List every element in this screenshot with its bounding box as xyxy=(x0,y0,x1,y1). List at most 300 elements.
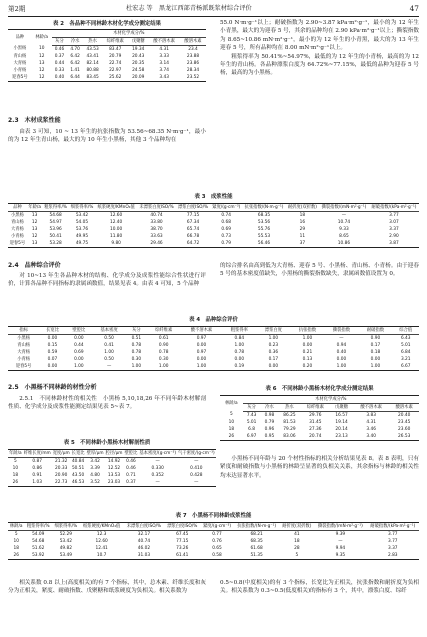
table-cell: 10.7 xyxy=(96,552,107,558)
table7-col-2: 细浆得率/% xyxy=(52,523,80,531)
table-cell: 25.62 xyxy=(109,74,122,80)
table-cell: 13 xyxy=(39,60,45,66)
table-cell: 3.77 xyxy=(389,212,399,218)
table2-body xyxy=(8,46,206,82)
table-cell: 40.74 xyxy=(137,538,151,544)
table5-col-0: 年龄/a xyxy=(9,450,22,456)
table-cell: 0.79 xyxy=(221,240,231,246)
table7-col-9: 撕裂指数/(mN·m²·g⁻¹) xyxy=(314,523,366,531)
table-cell: 20.79 xyxy=(109,53,122,59)
table-cell: 68.35 xyxy=(250,538,263,544)
table-row xyxy=(8,53,206,60)
table4-caption: 表 4 品种综合评价 xyxy=(189,317,238,323)
table-cell: 0.30 xyxy=(131,356,142,362)
table-cell: 1.03 xyxy=(32,479,42,485)
table2-col-7: 酸不溶木素 xyxy=(148,38,180,46)
table5-col-4: 壁厚/μm xyxy=(86,450,104,456)
table-row xyxy=(220,419,419,426)
table-cell: 0.00 xyxy=(268,363,279,369)
table-cell: 20.09 xyxy=(132,74,145,80)
section-2-5-body xyxy=(8,395,206,412)
table-cell: 0.00 xyxy=(74,356,84,362)
table-cell: 20.14 xyxy=(335,426,348,432)
table-cell: 77.15 xyxy=(186,212,200,218)
table-cell: 19.34 xyxy=(132,46,145,52)
table-cell: 0.07 xyxy=(47,356,58,362)
table-cell: 大青杨 xyxy=(10,226,24,232)
table4 xyxy=(8,326,419,371)
table-cell: 0.95 xyxy=(264,433,275,439)
table-cell: 3.87 xyxy=(389,240,399,246)
table-cell: 0.68 xyxy=(221,219,231,225)
section-2-3-title: 2.3 木材成浆性能 xyxy=(8,117,61,124)
table-row xyxy=(8,545,419,552)
right-column-mid xyxy=(220,262,419,279)
table6-col-7: 酸溶木素 xyxy=(389,404,419,412)
table-cell: 0.44 xyxy=(54,60,65,66)
table-cell: 3.83 xyxy=(366,412,376,418)
table-row xyxy=(8,472,216,479)
table-cell: 46.53 xyxy=(71,479,85,485)
table-cell: 5 xyxy=(229,412,233,418)
table2-col-6: 戊聚糖 xyxy=(128,38,148,46)
table-cell: 0.17 xyxy=(370,342,381,348)
table-cell: 0.90 xyxy=(158,342,169,348)
table-cell: 0.00 xyxy=(74,335,84,341)
table-cell: 5 xyxy=(13,458,17,464)
table7-header xyxy=(8,523,419,531)
table-cell: 5.01 xyxy=(246,419,257,425)
table-cell: 0.00 xyxy=(370,356,381,362)
table-cell: 28 xyxy=(294,545,300,551)
table-cell: 2.83 xyxy=(387,552,398,558)
table-row xyxy=(8,226,419,233)
table-cell: 9.35 xyxy=(335,552,346,558)
table7-col-3: 纸浆硬度/KMnO₄值 xyxy=(80,523,124,531)
table-cell: 83.47 xyxy=(109,46,122,52)
table-cell: 0.46 xyxy=(54,46,65,52)
section-2-4-text: 对 10~13 年生各品种木材的结构、化学成分及成浆性能综合性状进行评价，计算各品种不同指标的隶属函数值，结果见表 4。由表 4 可知，5 个品种 xyxy=(8,273,206,288)
table-cell: 33.63 xyxy=(150,233,163,239)
table-cell: 9.39 xyxy=(335,531,346,537)
table-cell: 55.76 xyxy=(257,226,271,232)
table-cell: 61.68 xyxy=(250,545,263,551)
table-cell: 0.61 xyxy=(158,335,169,341)
table-cell: 53.96 xyxy=(49,226,62,232)
table-cell: 40.74 xyxy=(150,212,163,218)
table2-caption: 表 2 各品种不同林龄木材化学成分测定结果 xyxy=(52,21,162,27)
table-cell: 33.80 xyxy=(150,219,163,225)
table7-col-6: 紧度/(g·cm⁻³) xyxy=(200,523,234,531)
table-cell: 67.45 xyxy=(176,531,189,537)
table-cell: 12.60 xyxy=(95,538,108,544)
table-cell: 13 xyxy=(31,212,38,218)
table-cell: 56.46 xyxy=(257,240,271,246)
table-cell: 3.37 xyxy=(387,545,398,551)
running-header xyxy=(8,4,419,17)
right-column-low xyxy=(220,455,419,480)
table-cell: 小青杨 xyxy=(10,233,24,239)
table-cell: 6.84 xyxy=(400,349,411,355)
table-cell: 3.77 xyxy=(387,531,398,537)
table-cell: 20.33 xyxy=(55,465,68,471)
table-cell: 50.41 xyxy=(49,233,62,239)
table-cell: 10.86 xyxy=(337,240,351,246)
table4-col-4: 灰分 xyxy=(126,327,147,335)
table-cell: 0.15 xyxy=(47,342,58,348)
table-cell: 83.06 xyxy=(283,433,296,439)
table6-group-header: 木材化学成分/% xyxy=(243,396,419,404)
table3-col-4: 纸浆硬度/KMnO₄值 xyxy=(95,204,137,212)
table-cell: 53.28 xyxy=(49,240,62,246)
table-row xyxy=(220,426,419,433)
table6-col-1: 灰分 xyxy=(243,404,261,412)
table-cell: 0.330 xyxy=(151,465,164,471)
table-cell: 21.32 xyxy=(55,458,68,464)
table-cell: 41 xyxy=(294,531,300,537)
table-cell: 0.78 xyxy=(131,342,142,348)
table-cell: 20.43 xyxy=(132,53,145,59)
table-cell: 1.41 xyxy=(70,67,80,73)
table-row xyxy=(8,356,419,363)
table-cell: 1.00 xyxy=(131,363,142,369)
table-row xyxy=(8,46,206,54)
table-cell: 23.86 xyxy=(186,60,200,66)
table-cell: 23.4 xyxy=(188,46,198,52)
table3-col-1: 年龄/a xyxy=(28,204,41,210)
table7-body xyxy=(8,531,419,560)
table-cell: 6.97 xyxy=(246,433,257,439)
table-cell: 0.00 xyxy=(47,363,58,369)
table-cell: 28.34 xyxy=(186,67,200,73)
table-cell: 9.94 xyxy=(335,545,346,551)
table-cell: 0.86 xyxy=(32,465,42,471)
table-cell: 青山杨 xyxy=(17,342,31,348)
table-cell: 13.53 xyxy=(107,472,121,478)
table-cell: 0.78 xyxy=(158,349,169,355)
table6-col-6: 酸不溶木素 xyxy=(353,404,389,412)
table-row xyxy=(8,342,419,349)
right-top-text2: 粗浆得率为 50.41%~54.97%，最低的为 12 年生的小青杨，最高的为 12 年生的青山杨。各品种漂浆白度为 64.72%~77.15%，最低的品种为迎春 5 号杨，最高的为小黑杨。 xyxy=(220,53,419,77)
table5-col-1: 纤维长度/mm xyxy=(23,450,51,456)
table-row xyxy=(220,433,419,441)
table-cell: 0.71 xyxy=(126,472,136,478)
table5-header xyxy=(8,450,216,458)
table-cell: — xyxy=(106,363,112,369)
table-cell: 0.19 xyxy=(234,363,245,369)
table-cell: 52.29 xyxy=(59,531,73,537)
table-cell: 0.00 xyxy=(47,335,58,341)
table-cell: 20.74 xyxy=(309,433,322,439)
table-cell: 37 xyxy=(299,240,306,246)
table-cell: 0.00 xyxy=(302,342,313,348)
table-cell: 1.00 xyxy=(196,363,207,369)
bottom-left-text: 相关系数 0.8 以上(高度相关)的有 7 个指标，其中，总木素、纤维长度和灰分为正相关，紧度、耐破指数、戊聚糖和纸浆硬度为负相关。相关系数为 xyxy=(8,580,206,595)
table-cell: 18 xyxy=(294,538,300,544)
table-cell: 迎春5号 xyxy=(9,240,26,246)
table6-caption: 表 6 不同林龄小黑杨木材化学成分测定结果 xyxy=(265,386,374,392)
table2-col-1: 林龄/a xyxy=(35,34,49,40)
table3-col-8: 抗张指数/(N·m·g⁻¹) xyxy=(242,204,286,212)
table-cell: 0.36 xyxy=(268,349,279,355)
table7-col-7: 抗张指数/(N·m·g⁻¹) xyxy=(234,523,280,531)
table-cell: 5.01 xyxy=(400,342,411,348)
table7-col-5: 漂浆白度ISO/% xyxy=(164,523,200,531)
table4-body xyxy=(8,335,419,371)
table-cell: 53.49 xyxy=(59,552,73,558)
table-cell: 3.74 xyxy=(159,67,169,73)
table-row xyxy=(8,233,419,240)
table-cell: 2.90 xyxy=(389,233,399,239)
table-cell: 0.37 xyxy=(54,53,65,59)
table-row xyxy=(8,538,419,545)
table-cell: 32.17 xyxy=(137,531,151,537)
table3-header xyxy=(8,204,419,212)
table4-col-12: 综合值 xyxy=(392,327,419,335)
table-cell: 0.77 xyxy=(212,531,222,537)
table7 xyxy=(8,522,419,560)
table4-col-7: 粗浆得率 xyxy=(222,327,256,335)
table-cell: 16 xyxy=(299,219,306,225)
table-cell: 0.96 xyxy=(264,426,275,432)
table-cell: 青山杨 xyxy=(13,53,27,59)
table-cell: 0.46 xyxy=(126,458,136,464)
table-row xyxy=(8,67,206,74)
table-cell: 53.42 xyxy=(75,212,89,218)
table-cell: 43.50 xyxy=(71,472,85,478)
table-cell: 0.73 xyxy=(221,233,231,239)
table2-col-5: 综纤维素 xyxy=(102,38,128,46)
table-cell: 20.35 xyxy=(132,60,145,66)
table-cell: 51.62 xyxy=(32,545,45,551)
table-cell: 0.97 xyxy=(196,335,207,341)
table-cell: 40.84 xyxy=(71,458,85,464)
table-cell: 26.53 xyxy=(398,433,411,439)
table-cell: 23.45 xyxy=(398,419,411,425)
bottom-left xyxy=(8,579,206,596)
table-cell: 0.20 xyxy=(302,363,313,369)
table-cell: 14.92 xyxy=(107,458,121,464)
table-cell: 73.26 xyxy=(176,545,189,551)
table-cell: 5 xyxy=(14,531,18,537)
table5-col-8: 气干密度/(g·cm⁻³) xyxy=(178,450,215,456)
table4-col-11: 耐破指数 xyxy=(358,327,392,335)
table-cell: 12 xyxy=(31,219,38,225)
table-cell: 18 xyxy=(299,212,306,218)
table-cell: 0.69 xyxy=(74,349,84,355)
authors-title: 杜宏志 等 黑龙江西部青杨派既浆材综合评价 xyxy=(126,5,252,12)
table6 xyxy=(220,395,419,441)
section-2-5-title: 2.5 小黑杨不同林龄的材性分析 xyxy=(8,384,97,391)
table2-col-2: 灰分 xyxy=(52,38,68,46)
table-cell: 22.97 xyxy=(109,67,122,73)
table-cell: 3.46 xyxy=(366,426,376,432)
section-2-4-title: 2.4 品种综合评价 xyxy=(8,262,61,269)
table-cell: 29 xyxy=(299,226,306,232)
table-cell: 3.21 xyxy=(400,356,411,362)
table7-col-0: 林龄/a xyxy=(9,523,23,529)
table-cell: 0.79 xyxy=(264,419,275,425)
table-cell: — xyxy=(339,335,344,341)
table-cell: 0.98 xyxy=(264,412,275,418)
table3-body xyxy=(8,212,419,248)
table5-body xyxy=(8,458,216,487)
table-cell: 0.58 xyxy=(212,552,222,558)
table2-col-0: 品种 xyxy=(15,34,25,40)
table-cell: 0.69 xyxy=(221,226,231,232)
right-column-top xyxy=(220,19,419,78)
table6-col-4: 综纤维素 xyxy=(300,404,330,412)
table7-col-8: 耐折度(双折数) xyxy=(279,523,314,531)
table7-col-1: 粗浆得率/% xyxy=(24,523,52,531)
table-cell: 0.78 xyxy=(234,349,245,355)
table6-col-3: 热水 xyxy=(278,404,300,412)
table-row xyxy=(8,479,216,487)
table-cell: 1.00 xyxy=(336,363,347,369)
table-cell: 54.68 xyxy=(49,212,62,218)
table-cell: 26 xyxy=(228,433,235,439)
table-cell: 0.33 xyxy=(54,67,65,73)
table6-col-2: 冷水 xyxy=(261,404,279,412)
table-cell: 0.30 xyxy=(158,356,169,362)
table-cell: 0.78 xyxy=(131,349,142,355)
table-cell: 29.76 xyxy=(309,412,322,418)
table-cell: 26 xyxy=(12,479,19,485)
table-row xyxy=(8,335,419,343)
table-cell: 10.74 xyxy=(337,219,351,225)
table-cell: 18 xyxy=(12,472,19,478)
table-cell: 53.92 xyxy=(32,552,45,558)
table-cell: 22.73 xyxy=(55,479,68,485)
table-cell: — xyxy=(155,458,160,464)
table-cell: 0.17 xyxy=(268,356,279,362)
table4-col-9: 抗张指数 xyxy=(290,327,324,335)
table-cell: — xyxy=(155,479,160,485)
issue-label: 第2期 xyxy=(8,5,26,13)
table-cell: 46.02 xyxy=(137,545,151,551)
table5-col-2: 宽度/μm xyxy=(52,450,70,456)
table-cell: 38.70 xyxy=(150,226,163,232)
table-cell: 10 xyxy=(228,419,235,425)
table-cell: 68.21 xyxy=(250,531,263,537)
table-cell: 20.40 xyxy=(398,412,411,418)
table-cell: 31.45 xyxy=(309,419,322,425)
table-cell: 小黑杨 xyxy=(10,212,24,218)
table5-col-5: 腔径/μm xyxy=(105,450,123,456)
table-cell: 54.09 xyxy=(32,531,45,537)
table-cell: 80.88 xyxy=(86,67,99,73)
table-row xyxy=(8,465,216,472)
table-cell: 64.72 xyxy=(186,240,200,246)
table6-col-5: 戊聚糖 xyxy=(330,404,353,412)
table-cell: 13 xyxy=(31,226,38,232)
table-cell: 10 xyxy=(39,46,45,52)
table-cell: 10.00 xyxy=(109,226,123,232)
table-cell: 10 xyxy=(13,538,19,544)
table-cell: 11.80 xyxy=(109,233,123,239)
table-cell: 54.05 xyxy=(75,219,89,225)
table3 xyxy=(8,203,419,248)
table-cell: 0.18 xyxy=(370,349,381,355)
table-cell: 12.60 xyxy=(109,212,123,218)
table-cell: 49.95 xyxy=(75,233,89,239)
table-cell: 0.00 xyxy=(234,356,245,362)
table-cell: 0.50 xyxy=(104,335,114,341)
table-row xyxy=(8,363,419,371)
table4-col-10: 撕裂指数 xyxy=(324,327,358,335)
table4-col-5: 综纤维素 xyxy=(147,327,181,335)
table2 xyxy=(8,29,206,82)
table-cell: 大青杨 xyxy=(13,60,27,66)
table-cell: 54.97 xyxy=(49,219,62,225)
table-cell: 8.65 xyxy=(339,233,349,239)
table-cell: 小黑杨 xyxy=(17,335,31,341)
section-2-3-text: 由表 3 可知，10 ~ 13 年生的抗张指数为 53.56~68.35 N·m·g⁻¹，最小的为 12 年生青山杨，最大的为 10 年生小黑杨，其他 3 个品种均在 xyxy=(8,129,206,144)
table3-col-11: 耐破指数/(kPa·m²·g⁻¹) xyxy=(369,204,419,212)
table-row xyxy=(8,349,419,356)
table-cell: 82.14 xyxy=(86,60,99,66)
table-cell: 迎春5号 xyxy=(12,74,28,80)
table-cell: 4.70 xyxy=(70,46,80,52)
table-cell: 0.90 xyxy=(370,335,381,341)
table3-col-5: 未漂浆白度ISO/% xyxy=(137,204,176,212)
table-cell: 83.45 xyxy=(86,74,99,80)
table4-col-3: 基本密度 xyxy=(92,327,126,335)
table-cell: 0.23 xyxy=(268,342,279,348)
table-cell: 53.42 xyxy=(59,538,73,544)
table-cell: 9.80 xyxy=(111,240,121,246)
table-cell: 49.82 xyxy=(59,545,73,551)
table-cell: 1.00 xyxy=(370,363,381,369)
table4-col-2: 壁腔比 xyxy=(66,327,92,335)
table-cell: 23.52 xyxy=(186,74,200,80)
table-cell: 3.77 xyxy=(387,538,398,544)
table-cell: 4.31 xyxy=(159,46,169,52)
table-cell: 4.31 xyxy=(366,419,376,425)
table-cell: 16.57 xyxy=(335,412,348,418)
table-cell: 6.42 xyxy=(70,53,80,59)
table5-col-6: 壁腔比 xyxy=(124,450,138,456)
right-low-text: 小黑杨不同年龄与 20 个材性指标的相关分析结果见表 8。表 8 表明，只有紧度和耐破指数与小黑杨的林龄呈显著的负相关关系，其余指标与林龄的相关性均未达显著水平。 xyxy=(220,456,419,479)
table-cell: 12 xyxy=(31,233,38,239)
table-cell: 5 xyxy=(295,552,299,558)
table-cell: 0.91 xyxy=(32,472,42,478)
table-cell: 3.40 xyxy=(366,433,376,439)
table6-col-0: 林龄/a xyxy=(224,400,238,406)
table-row xyxy=(8,219,419,226)
table5-caption: 表 5 不同林龄小黑杨木材解剖性质 xyxy=(63,440,151,446)
right-mid-text: 的综合排名由高到低为大青杨、迎春 5 号、小黑杨、青山杨、小青杨。由于迎春 5 号的基本密度值缺失，小黑杨的撕裂指数缺失，隶属函数值设置为 0。 xyxy=(220,263,419,278)
table-cell: 51.35 xyxy=(250,552,263,558)
table6-body xyxy=(220,412,419,441)
table-cell: 3.39 xyxy=(90,465,100,471)
table-row xyxy=(8,458,216,466)
table-cell: 1.00 xyxy=(268,335,279,341)
table-cell: 0.51 xyxy=(131,335,142,341)
table-cell: 迎春5号 xyxy=(15,363,32,369)
table-cell: 12.40 xyxy=(109,219,123,225)
table-cell: 13 xyxy=(31,240,38,246)
table-cell: 小黑杨 xyxy=(13,46,27,52)
table-cell: 0.50 xyxy=(104,356,114,362)
table-cell: 3.37 xyxy=(389,226,399,232)
page-number: 47 xyxy=(409,4,419,13)
table-cell: 0.74 xyxy=(221,212,231,218)
table-cell: 10 xyxy=(12,465,19,471)
table5 xyxy=(8,449,216,487)
table-cell: 大青杨 xyxy=(17,349,31,355)
table-cell: 12 xyxy=(39,53,45,59)
